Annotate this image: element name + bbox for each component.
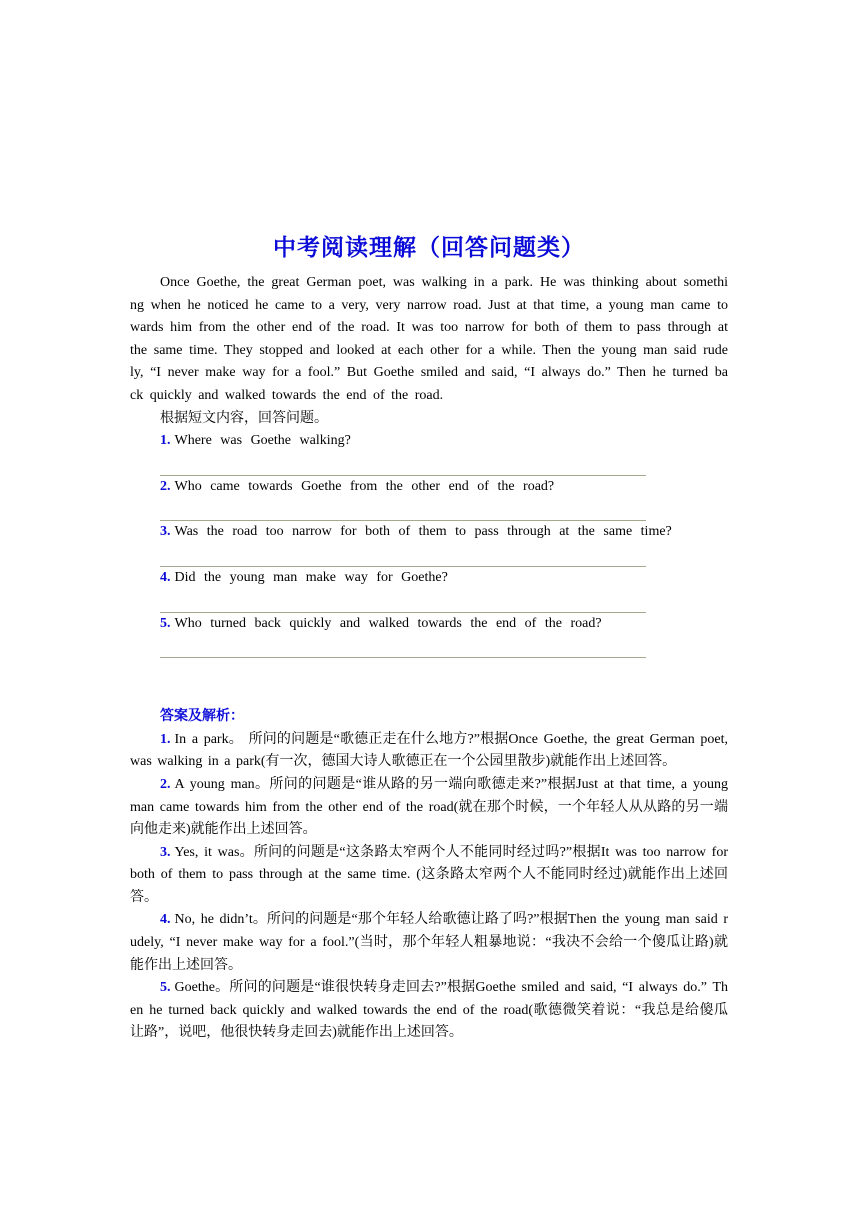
answer-list	[130, 729, 728, 1045]
document-page	[130, 228, 728, 1045]
question-item	[130, 476, 728, 499]
question-text: Was the road too narrow for both of them to pass through at the same time?	[174, 524, 672, 540]
answer-text: No, he didn’t。所问的问题是“那个年轻人给歌德让路了吗?”根据Then the young man said rudely, “I never make way for a fool.”(当时，那个年轻人粗暴地说：“我决不会给一个傻瓜让路)就能作出上述回答。	[130, 912, 728, 973]
answer-item	[130, 774, 728, 842]
answer-number: 1.	[160, 731, 171, 747]
answer-number: 2.	[160, 776, 171, 792]
question-item	[130, 430, 728, 453]
answer-item	[130, 977, 728, 1045]
question-number: 4.	[160, 569, 171, 585]
question-number: 2.	[160, 478, 171, 494]
answer-item	[130, 729, 728, 774]
answer-text: A young man。所问的问题是“谁从路的另一端向歌德走来?”根据Just at that time, a young man came towards him from the other end of the road(就在那个时候，一个年轻人从从路的另一端向他走来)就能作出上述回答。	[130, 776, 728, 838]
question-item	[130, 521, 728, 544]
question-item	[130, 613, 728, 636]
answer-text: In a park。 所问的问题是“歌德正走在什么地方?”根据Once Goethe, the great German poet, was walking in a park(有一次，德国大诗人歌德正在一个公园里散步)就能作出上述回答。	[130, 731, 728, 770]
page-title: 中考阅读理解（回答问题类）	[273, 235, 585, 261]
answer-blank-line[interactable]	[160, 498, 646, 521]
question-list	[130, 430, 728, 658]
question-text: Did the young man make way for Goethe?	[174, 569, 448, 585]
question-text: Where was Goethe walking?	[174, 433, 351, 449]
question-number: 3.	[160, 524, 171, 540]
instruction-text: 根据短文内容，回答问题。	[160, 410, 328, 426]
answers-heading: 答案及解析：	[160, 709, 244, 725]
answer-number: 5.	[160, 980, 171, 996]
question-number: 1.	[160, 433, 171, 449]
answer-text: Yes, it was。所问的问题是“这条路太窄两个人不能同时经过吗?”根据It was too narrow for both of them to pass through at the same time. (这条路太窄两个人不能同时经过)就能作出上述回答。	[130, 844, 728, 905]
question-number: 5.	[160, 615, 171, 631]
answer-text: Goethe。所问的问题是“谁很快转身走回去?”根据Goethe smiled and said, “I always do.” Then he turned back quickly and walked towards the end of the road(歌德微笑着说：“我总是给傻瓜让路”，说吧，他很快转身走回去)就能作出上述回答。	[130, 980, 728, 1041]
answer-item	[130, 909, 728, 977]
reading-passage: Once Goethe, the great German poet, was walking in a park. He was thinking about something when he noticed he came to a very, very narrow road. Just at that time, a young man came towards him from the other end of the road. It was too narrow for both of them to pass through at the same time. They stopped and looked at each other for a while. Then the young man said rudely, “I never make way for a fool.” But Goethe smiled and said, “I always do.” Then he turned back quickly and walked towards the end of the road.	[130, 275, 728, 403]
answer-number: 3.	[160, 844, 171, 860]
question-text: Who turned back quickly and walked towards the end of the road?	[174, 615, 602, 631]
answer-blank-line[interactable]	[160, 453, 646, 476]
question-item	[130, 567, 728, 590]
answer-blank-line[interactable]	[160, 590, 646, 613]
answer-blank-line[interactable]	[160, 635, 646, 658]
question-text: Who came towards Goethe from the other end of the road?	[174, 478, 555, 494]
answer-number: 4.	[160, 912, 171, 928]
answer-blank-line[interactable]	[160, 544, 646, 567]
answer-item	[130, 842, 728, 910]
